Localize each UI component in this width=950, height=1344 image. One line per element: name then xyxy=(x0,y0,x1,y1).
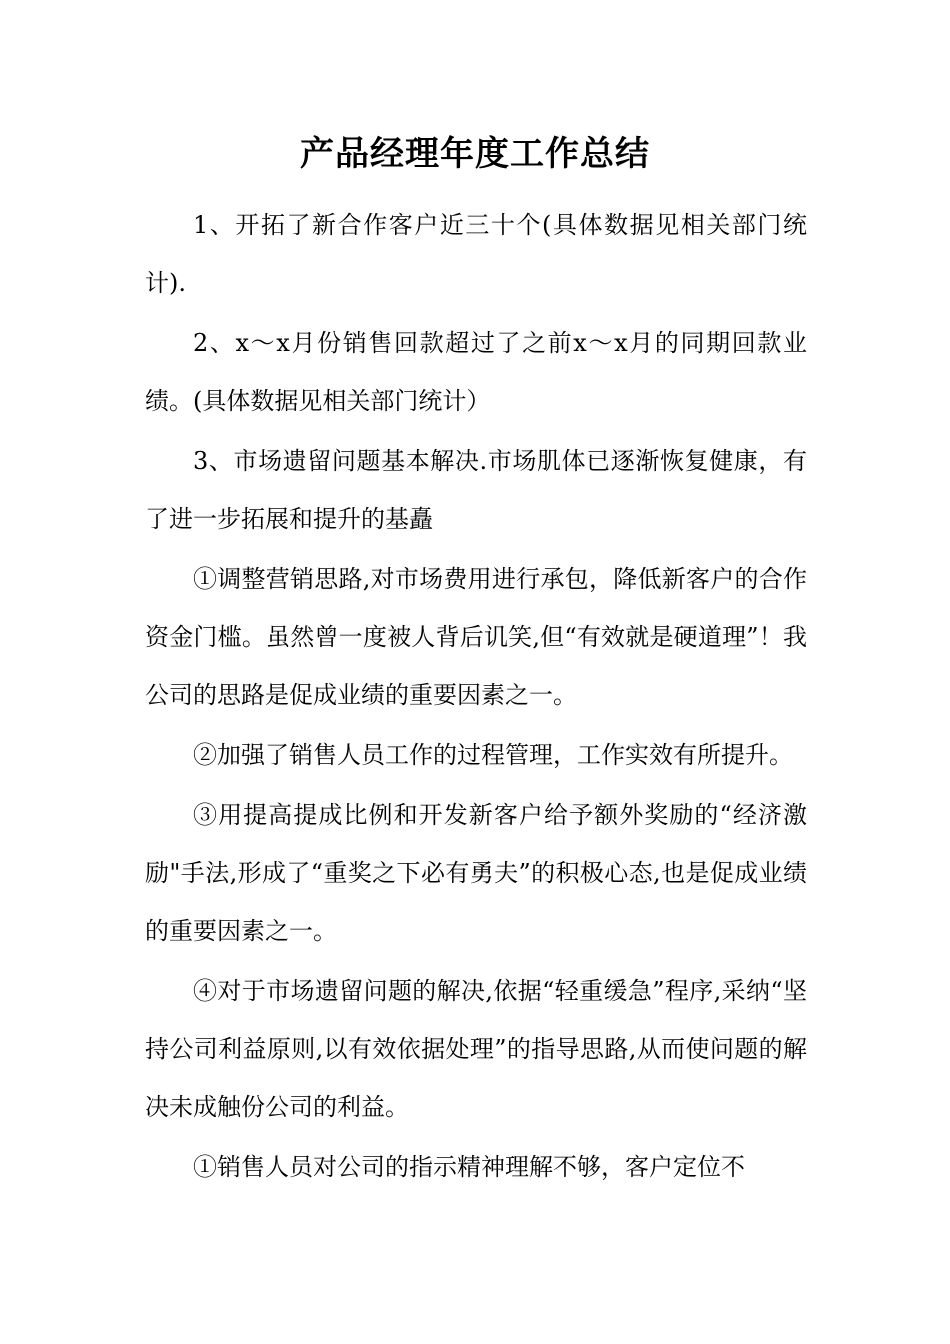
paragraph-2: 2、x～x月份销售回款超过了之前x～x月的同期回款业绩。(具体数据见相关部门统计） xyxy=(145,329,807,415)
paragraph-8: ①销售人员对公司的指示精神理解不够，客户定位不 xyxy=(193,1153,745,1181)
paragraph-4: ①调整营销思路,对市场费用进行承包，降低新客户的合作资金门槛。虽然曾一度被人背后讥笑,但“有效就是硬道理”！我公司的思路是促成业绩的重要因素之一。 xyxy=(145,565,807,709)
document-title: 产品经理年度工作总结 xyxy=(300,134,650,174)
paragraph-3: 3、市场遗留问题基本解决.市场肌体已逐渐恢复健康，有了进一步拓展和提升的基矗 xyxy=(145,447,807,533)
paragraph-1: 1、开拓了新合作客户近三十个(具体数据见相关部门统计). xyxy=(145,211,807,297)
paragraph-7: ④对于市场遗留问题的解决,依据“轻重缓急”程序,采纳“坚持公司利益原则,以有效依据处理”的指导思路,从而使问题的解决未成触份公司的利益。 xyxy=(145,977,807,1121)
paragraph-5: ②加强了销售人员工作的过程管理，工作实效有所提升。 xyxy=(193,741,793,769)
document-body xyxy=(145,196,807,1198)
paragraph-6: ③用提高提成比例和开发新客户给予额外奖励的“经济激励"手法,形成了“重奖之下必有勇夫”的积极心态,也是促成业绩的重要因素之一。 xyxy=(145,801,807,945)
